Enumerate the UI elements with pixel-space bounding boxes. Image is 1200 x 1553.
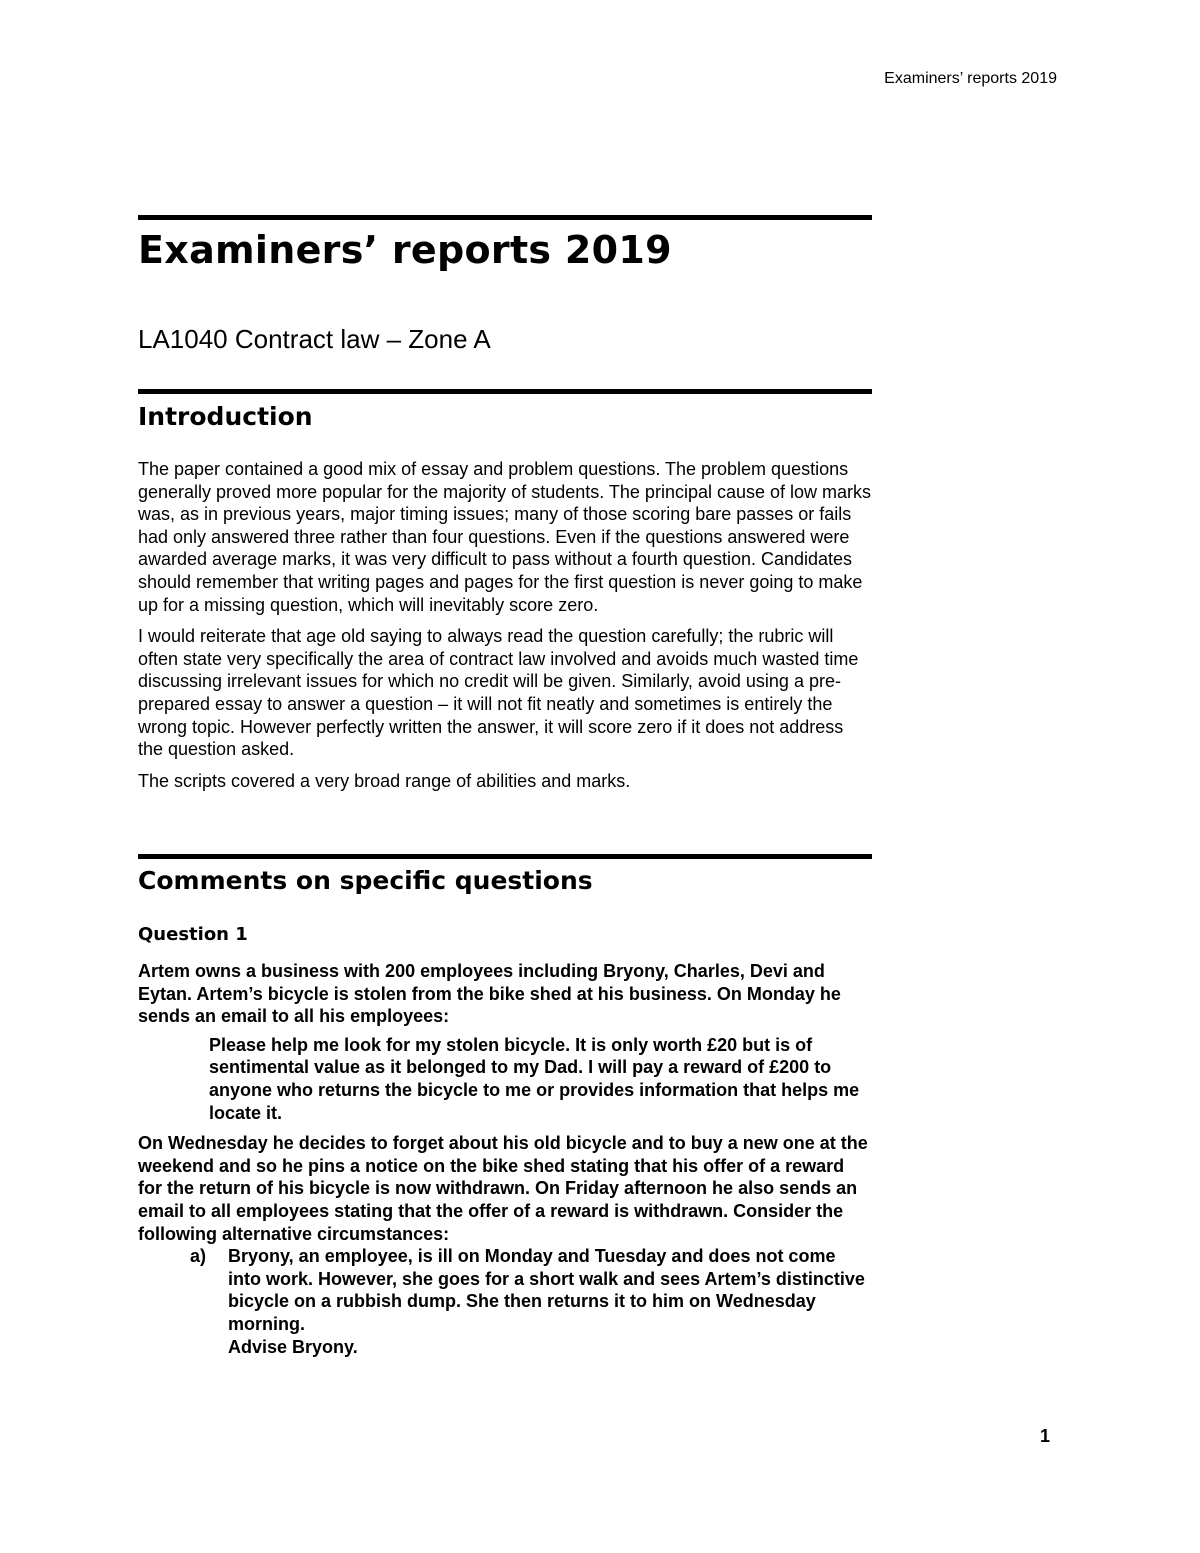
introduction-paragraph: The scripts covered a very broad range of abilities and marks. xyxy=(138,770,631,791)
question-1-continuation: On Wednesday he decides to forget about his old bicycle and to buy a new one at the weekend and so he pins a notice on the bike shed stating that his offer of a reward for the return of his bicycle is now withdrawn. On Friday afternoon he also sends an email to all employees stating that the offer of a reward is withdrawn. Consider the following alternative circumstances: xyxy=(138,1133,868,1244)
page-number: 1 xyxy=(1039,1426,1050,1446)
question-1-parts xyxy=(138,1245,872,1358)
introduction-body xyxy=(138,458,872,801)
introduction-rule xyxy=(138,389,872,394)
question-1-intro: Artem owns a business with 200 employees including Bryony, Charles, Devi and Eytan. Artem’s bicycle is stolen from the bike shed at his business. On Monday he sends an email to all his employees: xyxy=(138,961,841,1027)
question-1-heading: Question 1 xyxy=(138,924,248,945)
introduction-paragraph: I would reiterate that age old saying to always read the question carefully; the rubric will often state very specifically the area of contract law involved and avoids much wasted time discussing irrelevant issues for which no credit will be given. Similarly, avoid using a pre-prepared essay to answer a question – it will not fit neatly and sometimes is entirely the wrong topic. However perfectly written the answer, it will score zero if it does not address the question asked. xyxy=(138,626,859,760)
comments-rule xyxy=(138,854,872,859)
introduction-heading: Introduction xyxy=(138,402,313,431)
comments-heading: Comments on specific questions xyxy=(138,866,593,895)
question-1-body xyxy=(138,960,872,1358)
introduction-paragraph: The paper contained a good mix of essay and problem questions. The problem questions generally proved more popular for the majority of students. The principal cause of low marks was, as in previous years, major timing issues; many of those scoring bare passes or fails had only answered three rather than four questions. Even if the questions answered were awarded average marks, it was very difficult to pass without a fourth question. Candidates should remember that writing pages and pages for the first question is never going to make up for a missing question, which will inevitably score zero. xyxy=(138,459,872,615)
part-text: Bryony, an employee, is ill on Monday and Tuesday and does not come into work. However, she goes for a short walk and sees Artem’s distinctive bicycle on a rubbish dump. She then returns it to him on Wednesday morning. xyxy=(228,1246,865,1334)
part-instruction: Advise Bryony. xyxy=(228,1336,358,1357)
part-marker: a) xyxy=(190,1246,207,1267)
question-1-part-a xyxy=(138,1245,872,1358)
title-top-rule xyxy=(138,215,872,220)
page-title: Examiners’ reports 2019 xyxy=(138,228,672,272)
page-subtitle: LA1040 Contract law – Zone A xyxy=(138,324,491,354)
running-header: Examiners’ reports 2019 xyxy=(884,70,1057,87)
question-1-quote: Please help me look for my stolen bicycle. It is only worth £20 but is of sentimental value as it belonged to my Dad. I will pay a reward of £200 to anyone who returns the bicycle to me or provides information that helps me locate it. xyxy=(209,1034,860,1123)
